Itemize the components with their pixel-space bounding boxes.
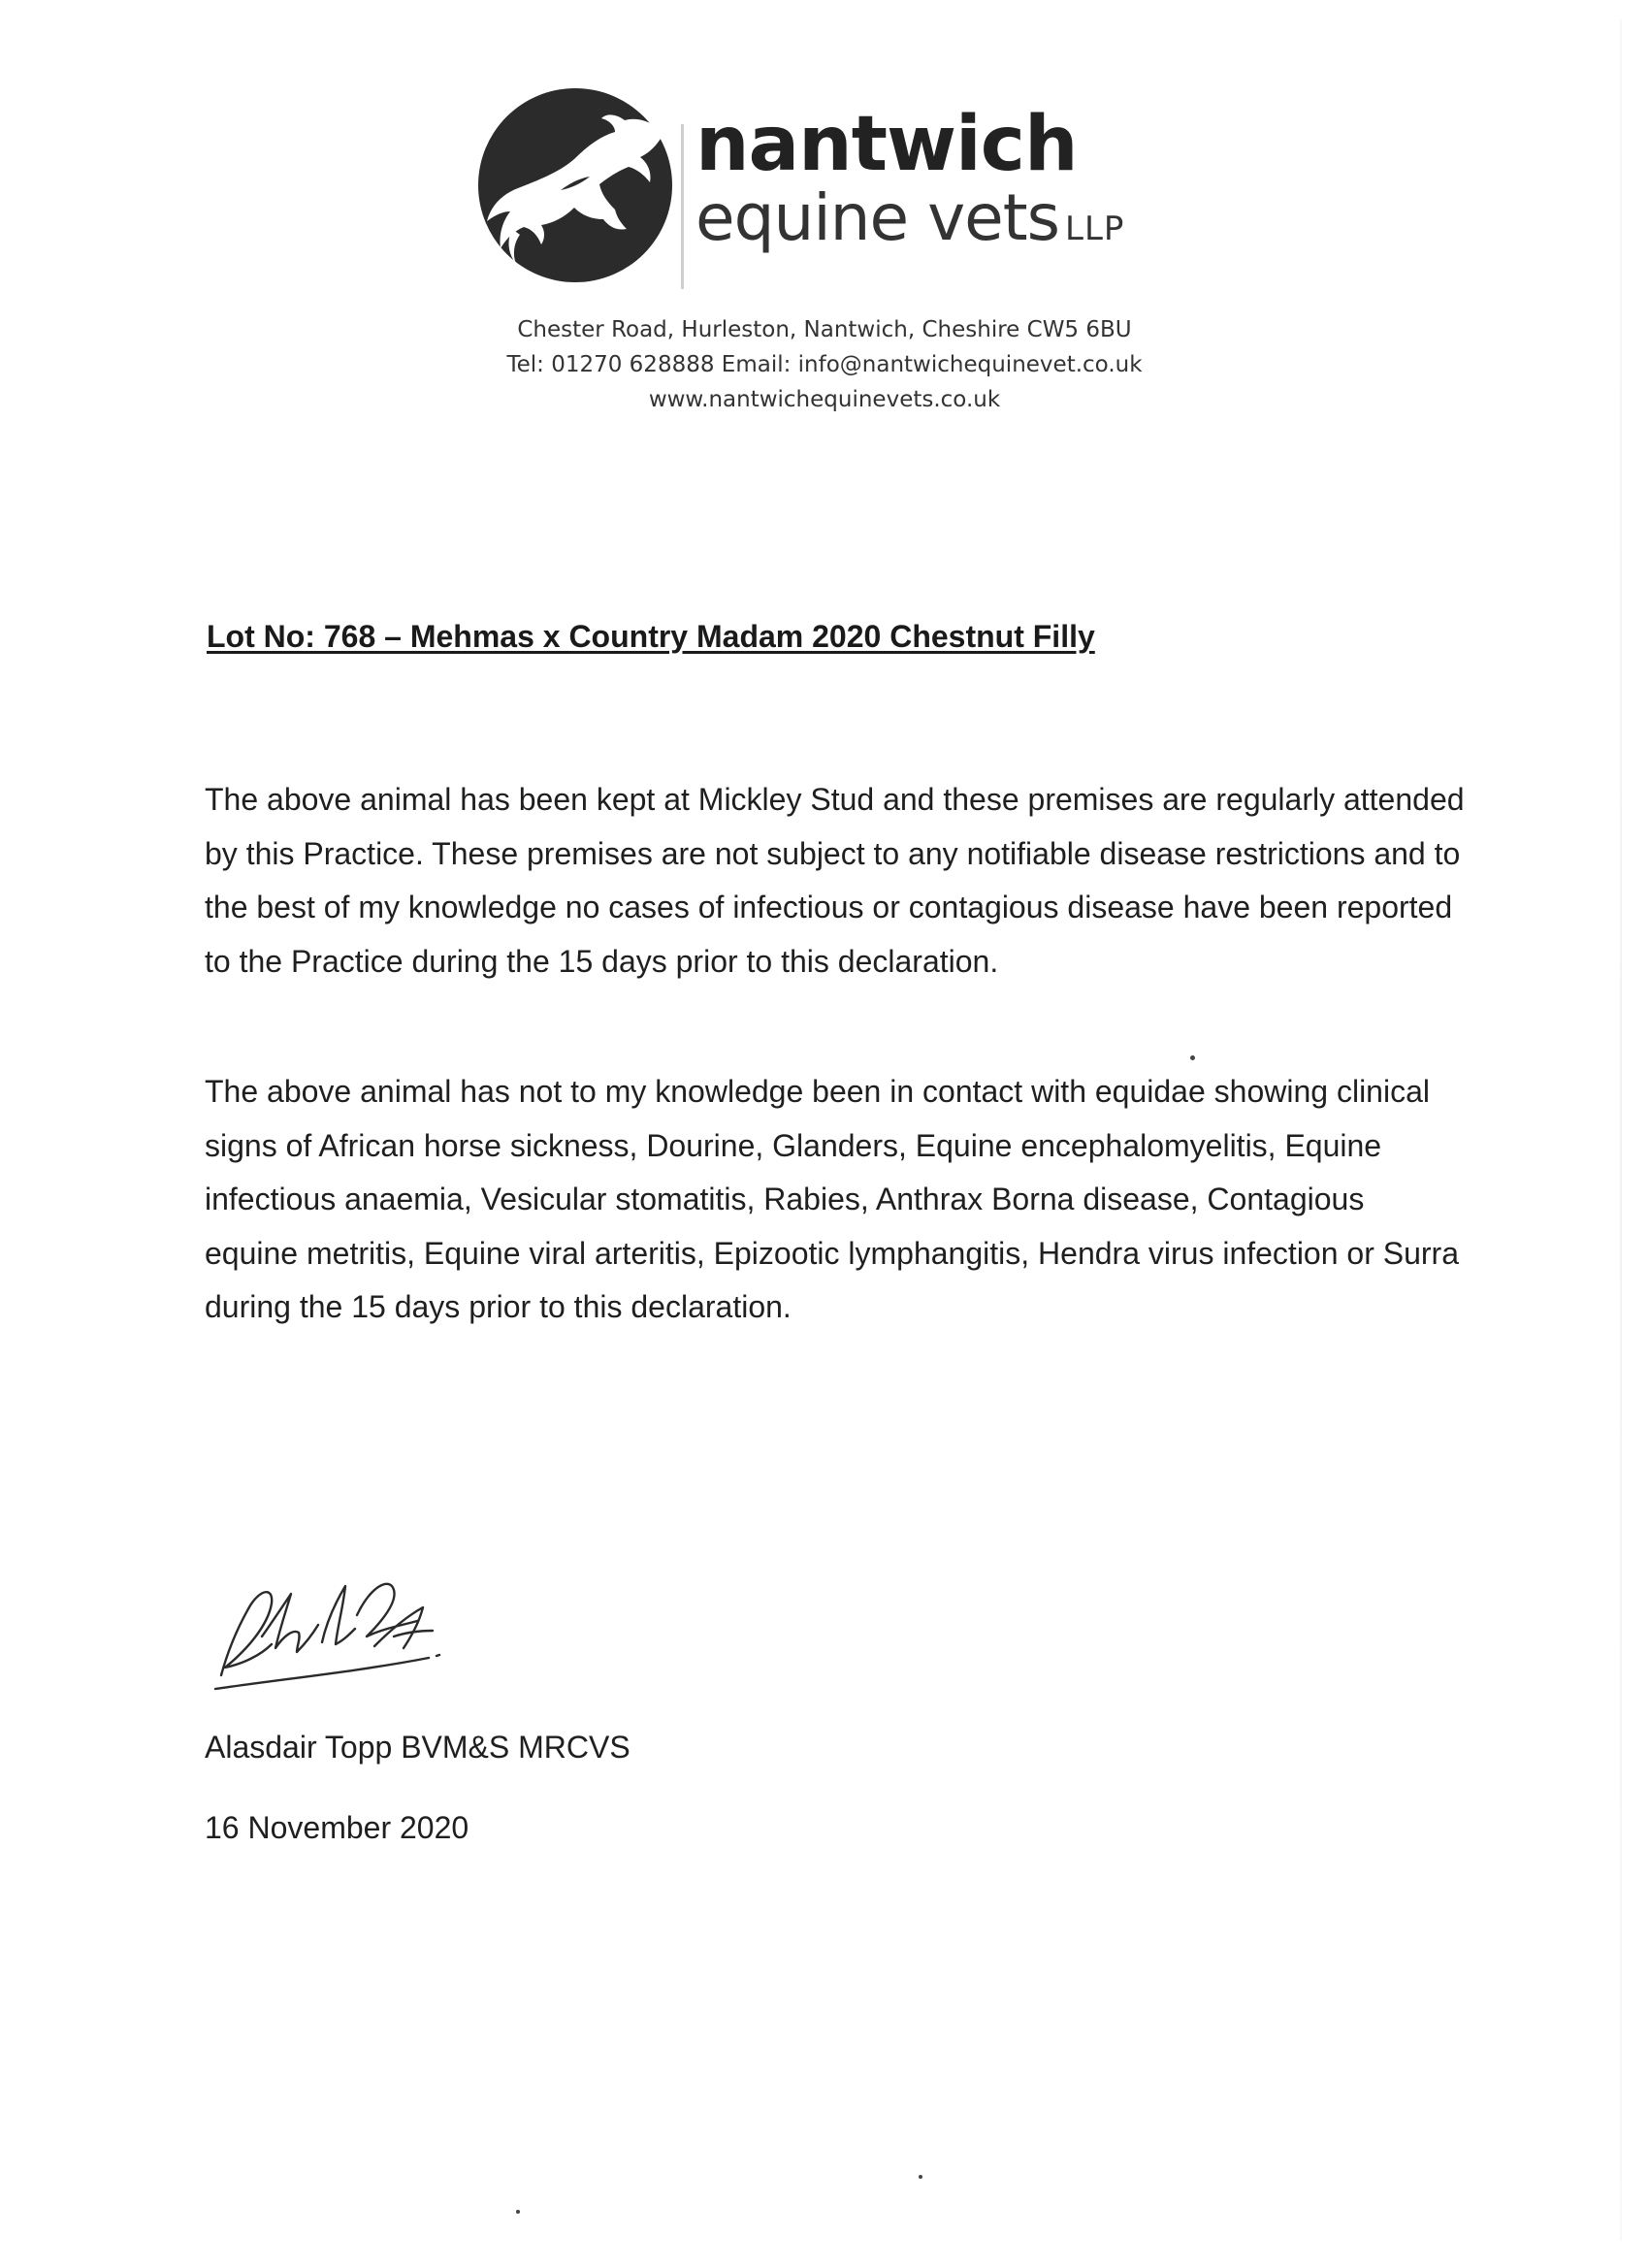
brand-suffix: LLP (1065, 210, 1125, 248)
brand-name: nantwich (695, 101, 1078, 188)
scan-speck (1190, 1055, 1195, 1060)
address-line: Chester Road, Hurleston, Nantwich, Cheshire CW5 6BU (517, 317, 1132, 342)
declaration-paragraph-2: The above animal has not to my knowledge been in contact with equidae showing clinical signs of African horse sickness, Dourine, Glanders, Equine encephalomyelitis, Equine infectious anaemia, Vesicular stomatitis, Rabies, Anthrax Borna disease, Contagious equine metritis, Equine viral arteritis, Epizootic lymphangitis, Hendra virus infection or Surra during the 15 days prior to this declaration. (205, 1074, 1459, 1324)
website-line: www.nantwichequinevets.co.uk (648, 387, 1001, 412)
letterhead (466, 78, 1164, 291)
contact-block (369, 312, 1280, 417)
scan-speck (919, 2175, 922, 2179)
signatory-name: Alasdair Topp BVM&S MRCVS (205, 1730, 630, 1765)
scan-speck (516, 2210, 520, 2214)
contact-line: Tel: 01270 628888 Email: info@nantwichequinevet.co.uk (506, 352, 1143, 377)
brand-subtitle-text: equine vets (695, 180, 1060, 255)
handwritten-signature (204, 1547, 514, 1702)
brand-divider (681, 124, 684, 289)
declaration-paragraph-1: The above animal has been kept at Mickley Stud and these premises are regularly attended by this Practice. These premises are not subject to any notifiable disease restrictions and to the best of my knowledge no cases of infectious or contagious disease have been reported to the Practice during the 15 days prior to this declaration. (205, 782, 1465, 979)
brand-subtitle (695, 180, 1125, 255)
scan-edge (1620, 19, 1622, 2241)
lot-heading: Lot No: 768 – Mehmas x Country Madam 2020 Chestnut Filly (207, 619, 1095, 654)
jumping-horse-icon (473, 83, 677, 287)
letter-date: 16 November 2020 (205, 1810, 469, 1845)
